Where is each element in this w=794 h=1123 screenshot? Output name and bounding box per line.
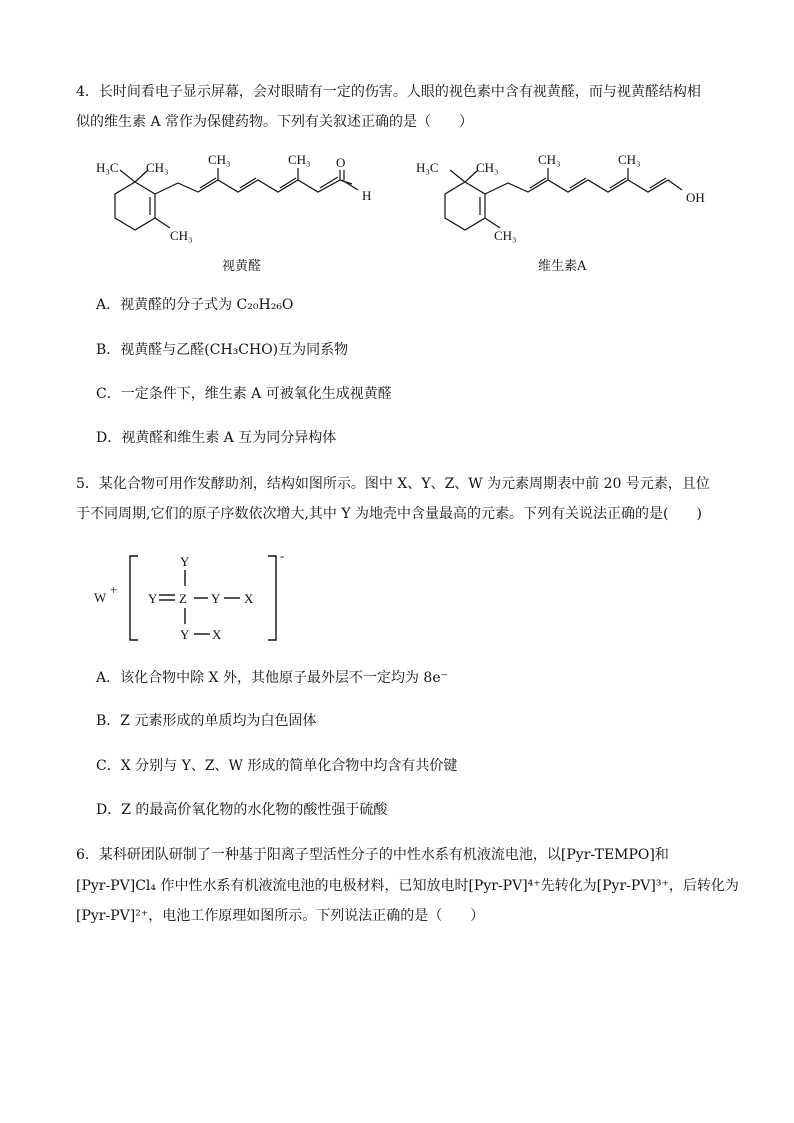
right-bracket: [268, 556, 276, 640]
q4-option-b: B．视黄醛与乙醛(CH₃CHO)互为同系物: [96, 342, 349, 358]
retinal-o-label: O: [336, 155, 346, 170]
q5-stem-line-2: 于不同周期,它们的原子序数依次增大,其中 Y 为地壳中含量最高的元素。下列有关说法正确的是( ): [76, 506, 702, 522]
q6-stem-line-1: 6．某科研团队研制了一种基于阳离子型活性分子的中性水系有机液流电池，以[Pyr-TEMPO]和: [76, 847, 669, 863]
q5-option-d: D．Z 的最高价氧化物的水化物的酸性强于硫酸: [96, 802, 388, 818]
retinal-vitamin-a-structures: [90, 150, 730, 250]
retinal-ring: [115, 182, 155, 230]
y-atom-bottom: Y: [180, 627, 190, 642]
retinal-ch3-label-2: CH₃: [208, 152, 231, 167]
left-bracket: [130, 556, 138, 640]
q6-stem-line-3: [Pyr-PV]²⁺，电池工作原理如图所示。下列说法正确的是（ ）: [76, 908, 485, 924]
vitamin-a-ch3-label-4: CH₃: [494, 228, 517, 243]
vitamin-a-h3c-label: H₃C: [416, 160, 439, 175]
q4-stem-line-1: 4．长时间看电子显示屏幕，会对眼睛有一定的伤害。人眼的视色素中含有视黄醛，而与视黄醛结构相: [76, 84, 701, 100]
q5-option-b: B．Z 元素形成的单质均为白色固体: [96, 713, 317, 729]
x-atom-right: X: [244, 591, 254, 606]
y-atom-top: Y: [180, 554, 190, 569]
q5-stem-line-1: 5．某化合物可用作发酵助剂，结构如图所示。图中 X、Y、Z、W 为元素周期表中前 20 号元素，且位: [76, 476, 710, 492]
retinal-h-label: H: [362, 188, 372, 203]
retinal-ch3-label-3: CH₃: [288, 152, 311, 167]
vitamin-a-ch3-label-2: CH₃: [538, 152, 561, 167]
retinal-h3c-label: H₃C: [96, 160, 119, 175]
z-atom: Z: [179, 591, 187, 606]
q4-option-d: D．视黄醛和维生素 A 互为同分异构体: [96, 430, 337, 446]
q4-option-a: A．视黄醛的分子式为 C₂₀H₂₆O: [96, 297, 294, 313]
vitamin-a-oh-label: OH: [686, 190, 705, 205]
retinal-caption: 视黄醛: [222, 259, 262, 274]
q6-stem-line-2: [Pyr-PV]Cl₄ 作中性水系有机液流电池的电极材料，已知放电时[Pyr-PV]⁴⁺先转化为[Pyr-PV]³⁺，后转化为: [76, 878, 739, 894]
compound-structure: [90, 548, 310, 648]
y-atom-left: Y: [148, 591, 158, 606]
q5-option-c: C．X 分别与 Y、Z、W 形成的简单化合物中均含有共价键: [96, 758, 458, 774]
vitamin-a-ch3-label-3: CH₃: [618, 152, 641, 167]
retinal-ch3-label-4: CH₃: [170, 228, 193, 243]
q4-option-c: C．一定条件下，维生素 A 可被氧化生成视黄醛: [96, 386, 392, 402]
retinal-ch3-label-1: CH₃: [146, 160, 169, 175]
x-atom-bottom: X: [212, 627, 222, 642]
w-atom: W: [94, 590, 107, 605]
y-atom-right: Y: [211, 591, 221, 606]
vitamin-a-ring: [445, 182, 485, 230]
vitamin-a-ch3-label-1: CH₃: [476, 160, 499, 175]
w-charge: +: [110, 582, 118, 597]
vitamin-a-caption: 维生素A: [538, 259, 587, 274]
anion-charge: -: [280, 548, 285, 563]
q4-stem-line-2: 似的维生素 A 常作为保健药物。下列有关叙述正确的是（ ）: [76, 114, 474, 130]
q5-option-a: A．该化合物中除 X 外，其他原子最外层不一定均为 8e⁻: [96, 670, 449, 686]
